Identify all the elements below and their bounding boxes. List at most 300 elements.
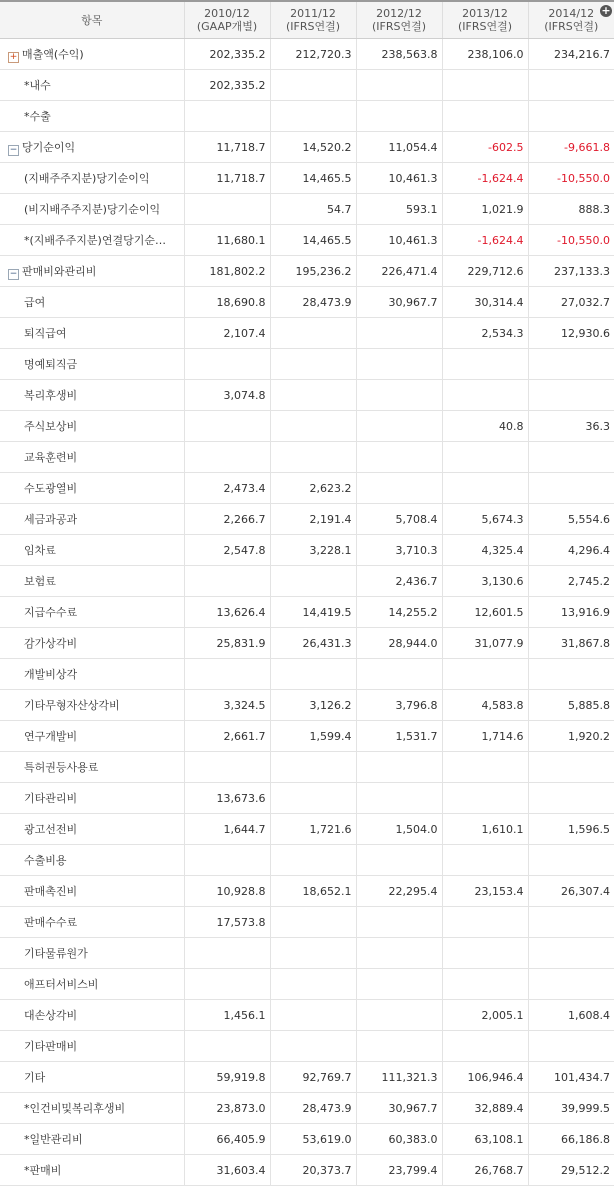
value-cell [442, 101, 528, 132]
value-cell: 195,236.2 [270, 256, 356, 287]
value-cell: 10,928.8 [184, 876, 270, 907]
row-label: 세금과공과 [24, 513, 78, 526]
row-label: (지배주주지분)당기순이익 [24, 172, 150, 185]
value-cell [184, 1031, 270, 1062]
value-cell: 10,461.3 [356, 163, 442, 194]
value-cell: 111,321.3 [356, 1062, 442, 1093]
row-label-cell [0, 163, 184, 194]
value-cell: 31,603.4 [184, 1155, 270, 1186]
value-cell: 1,610.1 [442, 814, 528, 845]
value-cell: 3,796.8 [356, 690, 442, 721]
value-cell [442, 783, 528, 814]
value-cell: 14,419.5 [270, 597, 356, 628]
row-label-cell [0, 969, 184, 1000]
value-cell: 39,999.5 [528, 1093, 614, 1124]
row-label-cell [0, 318, 184, 349]
row-label: 기타판매비 [24, 1040, 78, 1053]
row-label: 기타무형자산상각비 [24, 699, 120, 712]
value-cell: -10,550.0 [528, 225, 614, 256]
value-cell [356, 1000, 442, 1031]
value-cell: 11,718.7 [184, 163, 270, 194]
row-label: 임차료 [24, 544, 56, 557]
value-cell [270, 442, 356, 473]
value-cell: 1,021.9 [442, 194, 528, 225]
table-row [0, 1031, 614, 1062]
value-cell: 22,295.4 [356, 876, 442, 907]
value-cell [184, 752, 270, 783]
value-cell: 36.3 [528, 411, 614, 442]
collapse-icon[interactable]: − [9, 268, 18, 279]
row-label-cell [0, 101, 184, 132]
collapse-icon[interactable]: − [9, 144, 18, 155]
table-row [0, 287, 614, 318]
table-row [0, 504, 614, 535]
value-cell [184, 349, 270, 380]
value-cell: 14,465.5 [270, 225, 356, 256]
row-label: 개발비상각 [24, 668, 78, 681]
value-cell: 888.3 [528, 194, 614, 225]
row-label: *판매비 [24, 1164, 62, 1177]
table-row [0, 1062, 614, 1093]
value-cell: 18,652.1 [270, 876, 356, 907]
value-cell: 3,074.8 [184, 380, 270, 411]
table-row [0, 349, 614, 380]
value-cell [528, 442, 614, 473]
basis-label: (GAAP개별) [196, 20, 258, 33]
table-row [0, 566, 614, 597]
value-cell: 31,077.9 [442, 628, 528, 659]
value-cell [184, 845, 270, 876]
value-cell [270, 101, 356, 132]
row-label: 매출액(수익) [22, 47, 84, 61]
value-cell: 1,531.7 [356, 721, 442, 752]
value-cell: 30,314.4 [442, 287, 528, 318]
value-cell: 14,465.5 [270, 163, 356, 194]
row-label: 기타관리비 [24, 792, 78, 805]
value-cell [270, 969, 356, 1000]
row-label: 기타물류원가 [24, 947, 88, 960]
value-cell: 14,520.2 [270, 132, 356, 163]
value-cell: 32,889.4 [442, 1093, 528, 1124]
value-cell [356, 1031, 442, 1062]
value-cell: 18,690.8 [184, 287, 270, 318]
value-cell: 1,599.4 [270, 721, 356, 752]
row-label: (비지배주주지분)당기순이익 [24, 203, 161, 216]
value-cell [356, 442, 442, 473]
value-cell: 13,916.9 [528, 597, 614, 628]
period-header [184, 1, 270, 39]
value-cell: 202,335.2 [184, 39, 270, 70]
value-cell: 3,710.3 [356, 535, 442, 566]
table-row [0, 39, 614, 70]
value-cell [442, 1031, 528, 1062]
period-label: 2010/12 [204, 7, 250, 20]
value-cell [270, 411, 356, 442]
value-cell [528, 969, 614, 1000]
row-label: 수도광열비 [24, 482, 78, 495]
value-cell: 29,512.2 [528, 1155, 614, 1186]
table-row [0, 1000, 614, 1031]
value-cell: 53,619.0 [270, 1124, 356, 1155]
value-cell [528, 1031, 614, 1062]
value-cell: 25,831.9 [184, 628, 270, 659]
value-cell: 12,601.5 [442, 597, 528, 628]
table-row [0, 907, 614, 938]
value-cell: 63,108.1 [442, 1124, 528, 1155]
value-cell: 23,873.0 [184, 1093, 270, 1124]
value-cell: 11,718.7 [184, 132, 270, 163]
value-cell: 2,005.1 [442, 1000, 528, 1031]
table-row [0, 1093, 614, 1124]
value-cell [356, 938, 442, 969]
table-row [0, 380, 614, 411]
value-cell [356, 473, 442, 504]
value-cell: -1,624.4 [442, 225, 528, 256]
value-cell: 2,623.2 [270, 473, 356, 504]
table-row [0, 845, 614, 876]
value-cell [442, 442, 528, 473]
value-cell: 26,431.3 [270, 628, 356, 659]
table-row [0, 194, 614, 225]
value-cell: 13,626.4 [184, 597, 270, 628]
value-cell: 202,335.2 [184, 70, 270, 101]
value-cell [356, 70, 442, 101]
row-label: 지급수수료 [24, 606, 78, 619]
row-label-cell [0, 876, 184, 907]
value-cell: 30,967.7 [356, 1093, 442, 1124]
row-label: 교육훈련비 [24, 451, 78, 464]
value-cell: 226,471.4 [356, 256, 442, 287]
value-cell [184, 411, 270, 442]
row-label-cell [0, 70, 184, 101]
value-cell [442, 938, 528, 969]
value-cell: 2,661.7 [184, 721, 270, 752]
period-label: 2011/12 [290, 7, 336, 20]
value-cell: 5,674.3 [442, 504, 528, 535]
value-cell [184, 101, 270, 132]
row-label-cell [0, 1124, 184, 1155]
value-cell [356, 318, 442, 349]
table-row [0, 814, 614, 845]
row-label-cell [0, 1000, 184, 1031]
row-label-cell [0, 535, 184, 566]
row-label-cell [0, 442, 184, 473]
value-cell [270, 1000, 356, 1031]
value-cell: 1,456.1 [184, 1000, 270, 1031]
row-label-cell [0, 225, 184, 256]
value-cell: 59,919.8 [184, 1062, 270, 1093]
value-cell [528, 659, 614, 690]
table-row [0, 876, 614, 907]
value-cell [528, 101, 614, 132]
value-cell: 4,325.4 [442, 535, 528, 566]
row-label-cell [0, 907, 184, 938]
table-row [0, 659, 614, 690]
row-label-cell [0, 628, 184, 659]
row-label-cell [0, 938, 184, 969]
value-cell [528, 380, 614, 411]
period-header [356, 1, 442, 39]
row-label: 명예퇴직금 [24, 358, 78, 371]
value-cell: 4,583.8 [442, 690, 528, 721]
row-label: 기타 [24, 1071, 46, 1084]
value-cell [442, 380, 528, 411]
value-cell [184, 566, 270, 597]
row-label-cell [0, 1062, 184, 1093]
row-label: 주식보상비 [24, 420, 78, 433]
value-cell [528, 938, 614, 969]
value-cell [442, 907, 528, 938]
value-cell: -1,624.4 [442, 163, 528, 194]
value-cell: 1,596.5 [528, 814, 614, 845]
value-cell [356, 969, 442, 1000]
value-cell: 20,373.7 [270, 1155, 356, 1186]
value-cell: 14,255.2 [356, 597, 442, 628]
value-cell: 3,228.1 [270, 535, 356, 566]
value-cell [356, 659, 442, 690]
value-cell [356, 380, 442, 411]
value-cell [442, 659, 528, 690]
item-header: 항목 [0, 1, 184, 39]
value-cell [442, 845, 528, 876]
value-cell: 10,461.3 [356, 225, 442, 256]
table-row [0, 101, 614, 132]
row-label-cell [0, 566, 184, 597]
value-cell [528, 752, 614, 783]
value-cell [442, 969, 528, 1000]
row-label: 당기순이익 [22, 140, 76, 154]
row-label: 퇴직급여 [24, 327, 67, 340]
value-cell [270, 938, 356, 969]
value-cell [356, 907, 442, 938]
value-cell: 1,714.6 [442, 721, 528, 752]
row-label: 대손상각비 [24, 1009, 78, 1022]
table-row [0, 132, 614, 163]
row-label: 복리후생비 [24, 389, 78, 402]
value-cell: 66,186.8 [528, 1124, 614, 1155]
value-cell: 54.7 [270, 194, 356, 225]
row-label-cell [0, 1093, 184, 1124]
value-cell: 1,644.7 [184, 814, 270, 845]
value-cell [356, 783, 442, 814]
row-label: 연구개발비 [24, 730, 78, 743]
row-label: 특허권등사용료 [24, 761, 99, 774]
value-cell: 17,573.8 [184, 907, 270, 938]
value-cell [270, 70, 356, 101]
row-label-cell[interactable] [0, 39, 184, 70]
value-cell: 238,106.0 [442, 39, 528, 70]
table-row [0, 597, 614, 628]
value-cell: 28,473.9 [270, 1093, 356, 1124]
value-cell: 3,126.2 [270, 690, 356, 721]
table-row [0, 70, 614, 101]
row-label-cell[interactable] [0, 256, 184, 287]
value-cell: 31,867.8 [528, 628, 614, 659]
value-cell: 5,554.6 [528, 504, 614, 535]
value-cell: 30,967.7 [356, 287, 442, 318]
table-row [0, 442, 614, 473]
value-cell [270, 380, 356, 411]
value-cell [356, 411, 442, 442]
value-cell: 1,920.2 [528, 721, 614, 752]
value-cell [528, 473, 614, 504]
table-row [0, 225, 614, 256]
value-cell [356, 845, 442, 876]
row-label-cell [0, 194, 184, 225]
row-label: 보험료 [24, 575, 56, 588]
basis-label: (IFRS연결) [544, 20, 599, 33]
row-label-cell [0, 473, 184, 504]
value-cell: 2,266.7 [184, 504, 270, 535]
table-row [0, 318, 614, 349]
value-cell: 237,133.3 [528, 256, 614, 287]
row-label-cell [0, 659, 184, 690]
value-cell: 2,473.4 [184, 473, 270, 504]
value-cell [356, 752, 442, 783]
table-row [0, 690, 614, 721]
value-cell [184, 969, 270, 1000]
value-cell: 28,473.9 [270, 287, 356, 318]
row-label-cell [0, 814, 184, 845]
value-cell: 229,712.6 [442, 256, 528, 287]
row-label-cell [0, 845, 184, 876]
value-cell: 12,930.6 [528, 318, 614, 349]
value-cell [270, 752, 356, 783]
value-cell: 106,946.4 [442, 1062, 528, 1093]
basis-label: (IFRS연결) [457, 20, 513, 33]
value-cell [442, 473, 528, 504]
value-cell [270, 349, 356, 380]
value-cell [270, 783, 356, 814]
value-cell: 23,153.4 [442, 876, 528, 907]
row-label: 판매비와관리비 [22, 264, 97, 278]
row-label-cell[interactable] [0, 132, 184, 163]
plus-circle-icon[interactable]: + [601, 4, 611, 17]
value-cell [442, 349, 528, 380]
value-cell [528, 845, 614, 876]
table-row [0, 752, 614, 783]
table-row [0, 1124, 614, 1155]
value-cell: 1,504.0 [356, 814, 442, 845]
value-cell [270, 659, 356, 690]
row-label-cell [0, 287, 184, 318]
row-label: *수출 [24, 110, 51, 123]
period-header [270, 1, 356, 39]
value-cell: 3,130.6 [442, 566, 528, 597]
value-cell [442, 752, 528, 783]
value-cell: 2,547.8 [184, 535, 270, 566]
row-label: *일반관리비 [24, 1133, 83, 1146]
value-cell [442, 70, 528, 101]
value-cell [270, 566, 356, 597]
value-cell: 5,708.4 [356, 504, 442, 535]
value-cell: 4,296.4 [528, 535, 614, 566]
value-cell: 101,434.7 [528, 1062, 614, 1093]
table-row [0, 721, 614, 752]
table-row [0, 938, 614, 969]
table-row [0, 473, 614, 504]
value-cell [356, 349, 442, 380]
header-row [0, 1, 614, 39]
value-cell: 23,799.4 [356, 1155, 442, 1186]
period-header [528, 1, 614, 39]
value-cell: 1,721.6 [270, 814, 356, 845]
value-cell: 234,216.7 [528, 39, 614, 70]
value-cell [356, 101, 442, 132]
row-label-cell [0, 349, 184, 380]
row-label: *(지배주주지분)연결당기순… [24, 234, 166, 247]
row-label-cell [0, 597, 184, 628]
row-label-cell [0, 783, 184, 814]
value-cell [528, 70, 614, 101]
row-label-cell [0, 721, 184, 752]
value-cell: 2,436.7 [356, 566, 442, 597]
table-row [0, 411, 614, 442]
period-label: 2014/12 [548, 7, 595, 20]
value-cell: 13,673.6 [184, 783, 270, 814]
table-row [0, 256, 614, 287]
table-row [0, 163, 614, 194]
row-label-cell [0, 752, 184, 783]
value-cell: 26,768.7 [442, 1155, 528, 1186]
basis-label: (IFRS연결) [285, 20, 341, 33]
row-label-cell [0, 380, 184, 411]
value-cell: 181,802.2 [184, 256, 270, 287]
value-cell [270, 907, 356, 938]
value-cell: 11,054.4 [356, 132, 442, 163]
row-label-cell [0, 1031, 184, 1062]
row-label: 급여 [24, 296, 46, 309]
basis-label: (IFRS연결) [371, 20, 427, 33]
row-label: 판매수수료 [24, 916, 78, 929]
value-cell [528, 783, 614, 814]
value-cell: 66,405.9 [184, 1124, 270, 1155]
value-cell [184, 442, 270, 473]
value-cell [184, 659, 270, 690]
value-cell: 40.8 [442, 411, 528, 442]
row-label-cell [0, 690, 184, 721]
row-label: 광고선전비 [24, 823, 78, 836]
value-cell: 593.1 [356, 194, 442, 225]
row-label: 애프터서비스비 [24, 978, 99, 991]
expand-icon[interactable]: + [9, 51, 18, 62]
row-label: 수출비용 [24, 854, 67, 867]
value-cell [184, 194, 270, 225]
value-cell: -9,661.8 [528, 132, 614, 163]
table-row [0, 628, 614, 659]
value-cell: 212,720.3 [270, 39, 356, 70]
row-label-cell [0, 504, 184, 535]
value-cell [270, 845, 356, 876]
row-label: *인건비및복리후생비 [24, 1102, 126, 1115]
value-cell: 60,383.0 [356, 1124, 442, 1155]
value-cell: -602.5 [442, 132, 528, 163]
value-cell: 3,324.5 [184, 690, 270, 721]
value-cell: -10,550.0 [528, 163, 614, 194]
value-cell: 238,563.8 [356, 39, 442, 70]
value-cell: 2,745.2 [528, 566, 614, 597]
table-row [0, 535, 614, 566]
row-label: *내수 [24, 79, 51, 92]
value-cell: 92,769.7 [270, 1062, 356, 1093]
value-cell: 28,944.0 [356, 628, 442, 659]
period-label: 2012/12 [376, 7, 422, 20]
period-label: 2013/12 [462, 7, 508, 20]
table-row [0, 783, 614, 814]
value-cell: 2,107.4 [184, 318, 270, 349]
value-cell: 5,885.8 [528, 690, 614, 721]
value-cell [528, 907, 614, 938]
